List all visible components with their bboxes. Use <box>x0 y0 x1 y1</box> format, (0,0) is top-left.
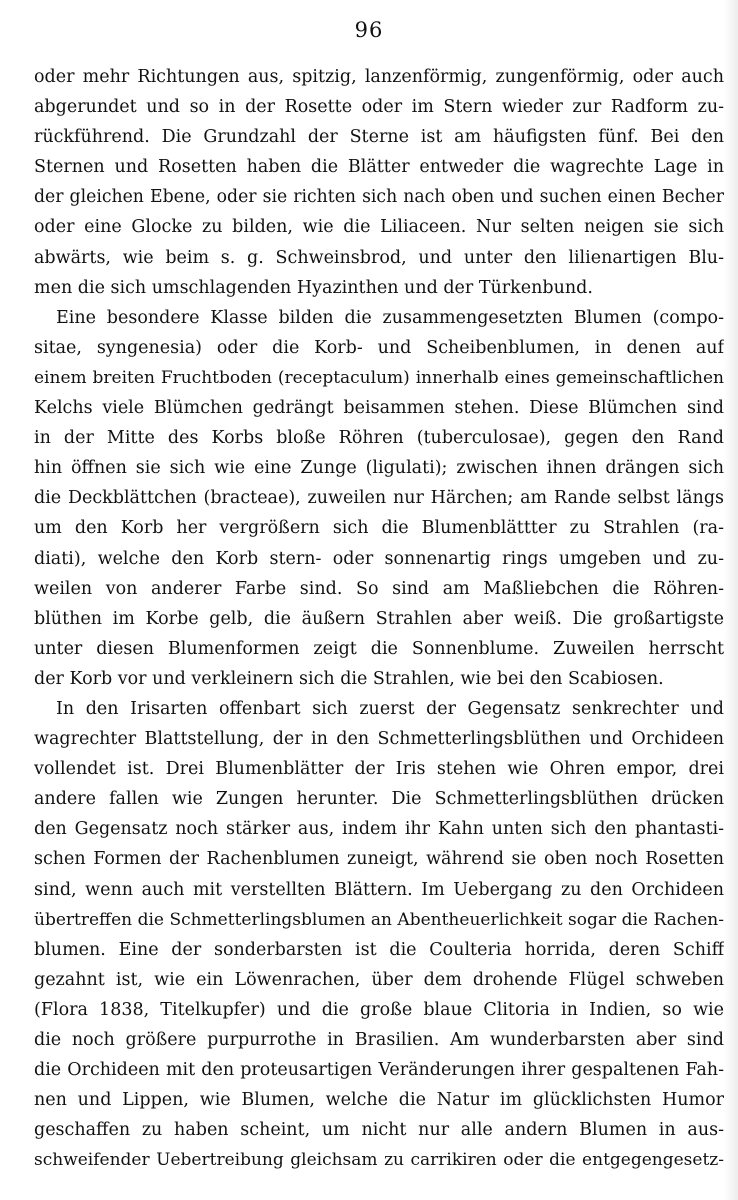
paragraph-1 <box>34 62 724 303</box>
text-line: schweifender Uebertreibung gleichsam zu carrikiren oder die entgegengesetz- <box>34 1150 724 1171</box>
text-line: wagrechter Blattstellung, der in den Schmetterlingsblüthen und Orchideen <box>34 729 724 750</box>
text-line: oder mehr Richtungen aus, spitzig, lanzenförmig, zungenförmig, oder auch <box>34 67 724 87</box>
text-line: andere fallen wie Zungen herunter. Die Schmetterlingsblüthen drücken <box>34 789 724 810</box>
text-line: um den Korb her vergrößern sich die Blumenblättter zu Strahlen (ra- <box>34 518 724 539</box>
text-line: geschaffen zu haben scheint, um nicht nur alle andern Blumen in aus- <box>34 1120 724 1141</box>
text-line: abgerundet und so in der Rosette oder im Stern wieder zur Radform zu- <box>34 97 724 118</box>
text-line: oder eine Glocke zu bilden, wie die Liliaceen. Nur selten neigen sie sich <box>34 217 724 238</box>
paragraph-2 <box>34 303 724 694</box>
text-line: schen Formen der Rachenblumen zuneigt, während sie oben noch Rosetten <box>34 849 724 870</box>
text-line: nen und Lippen, wie Blumen, welche die Natur im glücklichsten Humor <box>34 1090 724 1111</box>
text-line: Sternen und Rosetten haben die Blätter entweder die wagrechte Lage in <box>34 157 724 178</box>
text-line: diati), welche den Korb stern- oder sonnenartig rings umgeben und zu- <box>34 548 724 569</box>
text-line: gezahnt ist, wie ein Löwenrachen, über dem drohende Flügel schweben <box>34 969 724 990</box>
text-line: übertreffen die Schmetterlingsblumen an Abentheuerlichkeit sogar die Rachen- <box>34 909 724 930</box>
text-line: einem breiten Fruchtboden (receptaculum) innerhalb eines gemeinschaftlichen <box>34 367 724 388</box>
text-line: der gleichen Ebene, oder sie richten sich nach oben und suchen einen Becher <box>34 187 724 208</box>
text-line: weilen von anderer Farbe sind. So sind am Maßliebchen die Röhren- <box>34 578 724 599</box>
text-line: hin öffnen sie sich wie eine Zunge (ligulati); zwischen ihnen drängen sich <box>34 458 724 479</box>
text-line: In den Irisarten offenbart sich zuerst der Gegensatz senkrechter und <box>56 698 724 719</box>
text-line: abwärts, wie beim s. g. Schweinsbrod, und unter den lilienartigen Blu- <box>34 247 724 268</box>
text-line: in der Mitte des Korbs bloße Röhren (tuberculosae), gegen den Rand <box>34 428 724 449</box>
text-line: rückführend. Die Grundzahl der Sterne ist am häufigsten fünf. Bei den <box>34 127 724 148</box>
text-line: den Gegensatz noch stärker aus, indem ihr Kahn unten sich den phantasti- <box>34 819 724 840</box>
text-line: Eine besondere Klasse bilden die zusammengesetzten Blumen (compo- <box>56 307 724 328</box>
page-edge-shadow <box>724 0 738 1200</box>
text-line: sitae, syngenesia) oder die Korb- und Scheibenblumen, in denen auf <box>34 337 724 358</box>
text-line: blüthen im Korbe gelb, die äußern Strahlen aber weiß. Die großartigste <box>34 608 724 629</box>
text-line: (Flora 1838, Titelkupfer) und die große blaue Clitoria in Indien, so wie <box>34 999 724 1020</box>
text-line: die noch größere purpurrothe in Brasilien. Am wunderbarsten aber sind <box>34 1030 724 1050</box>
paragraph-3 <box>34 694 724 1176</box>
text-line: die Orchideen mit den proteusartigen Veränderungen ihrer gespaltenen Fah- <box>34 1060 724 1081</box>
text-line: der Korb vor und verkleinern sich die Strahlen, wie bei den Scabiosen. <box>34 668 664 689</box>
text-line: blumen. Eine der sonderbarsten ist die Coulteria horrida, deren Schiff <box>34 939 724 960</box>
text-line: unter diesen Blumenformen zeigt die Sonnenblume. Zuweilen herrscht <box>34 638 724 659</box>
text-line: men die sich umschlagenden Hyazinthen und der Türkenbund. <box>34 277 593 298</box>
page-number: 96 <box>354 18 384 42</box>
text-line: sind, wenn auch mit verstellten Blättern. Im Uebergang zu den Orchideen <box>34 879 724 900</box>
text-line: die Deckblättchen (bracteae), zuweilen nur Härchen; am Rande selbst längs <box>34 488 724 509</box>
page-text <box>34 62 724 1175</box>
text-line: Kelchs viele Blümchen gedrängt beisammen stehen. Diese Blümchen sind <box>34 398 724 419</box>
text-line: vollendet ist. Drei Blumenblätter der Iris stehen wie Ohren empor, drei <box>34 759 724 780</box>
